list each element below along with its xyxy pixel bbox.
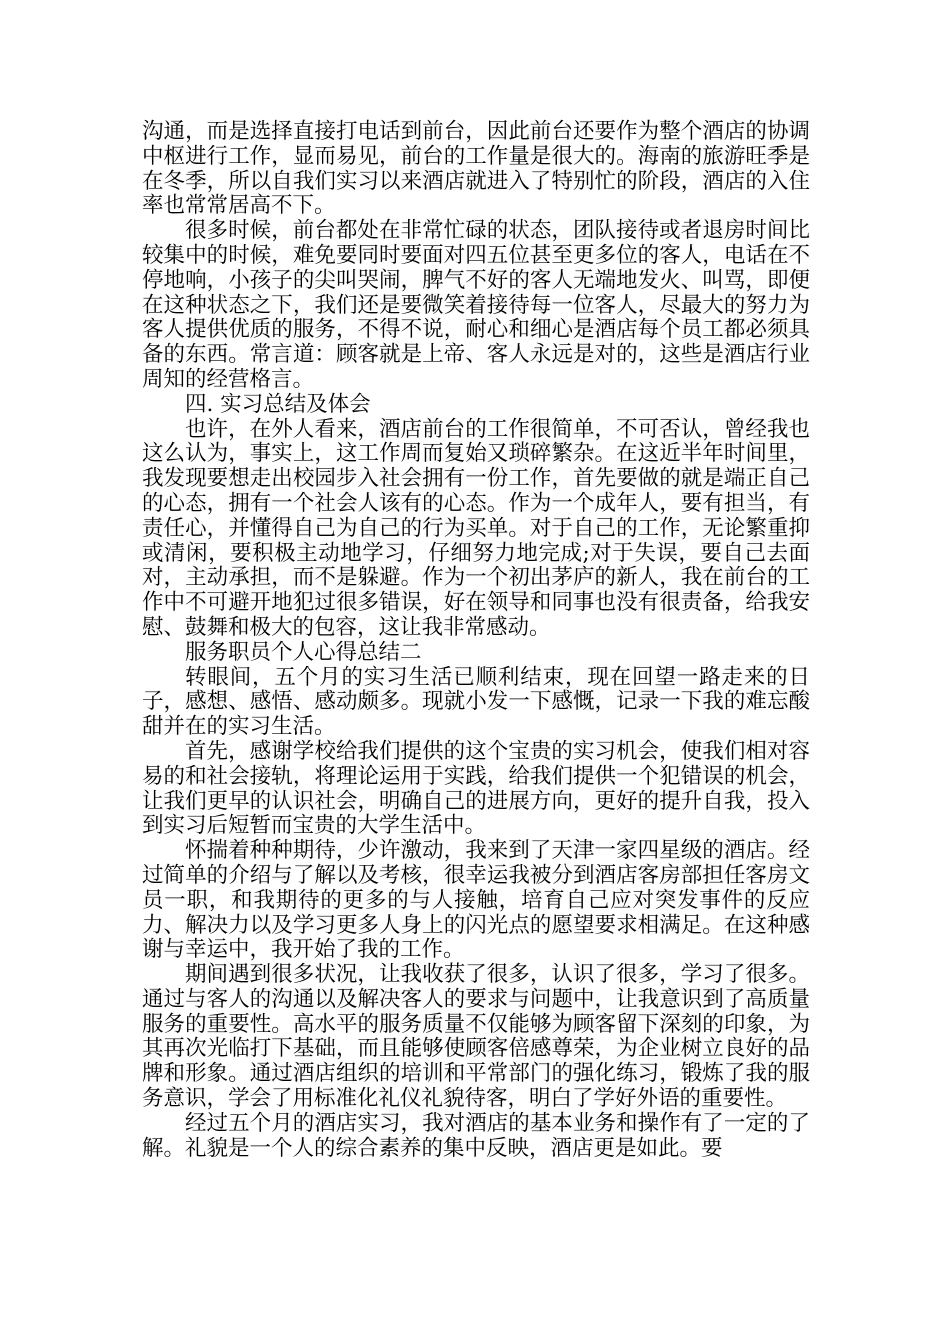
paragraph: 期间遇到很多状况，让我收获了很多，认识了很多，学习了很多。通过与客人的沟通以及解决客人的要求与问题中，让我意识到了高质量服务的重要性。高水平的服务质量不仅能够为顾客留下深刻的印象，为其再次光临打下基础，而且能够使顾客倍感尊荣，为企业树立良好的品牌和形象。通过酒店组织的培训和平常部门的强化练习，锻炼了我的服务意识，学会了用标准化礼仪礼貌待客，明白了学好外语的重要性。 <box>142 962 810 1112</box>
paragraph: 经过五个月的酒店实习，我对酒店的基本业务和操作有了一定的了解。礼貌是一个人的综合素养的集中反映，酒店更是如此。要 <box>142 1110 810 1161</box>
paragraph: 怀揣着种种期待，少许激动，我来到了天津一家四星级的酒店。经过简单的介绍与了解以及考核，很幸运我被分到酒店客房部担任客房文员一职，和我期待的更多的与人接触，培育自己应对突发事件的反应力、解决力以及学习更多人身上的闪光点的愿望要求相满足。在这种感谢与幸运中，我开始了我的工作。 <box>142 838 810 963</box>
paragraph: 也许，在外人看来，酒店前台的工作很简单，不可否认，曾经我也这么认为，事实上，这工作周而复始又琐碎繁杂。在这近半年时间里，我发现要想走出校园步入社会拥有一份工作，首先要做的就是端正自己的心态，拥有一个社会人该有的心态。作为一个成年人，要有担当，有责任心，并懂得自己为自己的行为买单。对于自己的工作，无论繁重抑或清闲，要积极主动地学习，仔细努力地完成;对于失误，要自己去面对，主动承担，而不是躲避。作为一个初出茅庐的新人，我在前台的工作中不可避开地犯过很多错误，好在领导和同事也没有很责备，给我安慰、鼓舞和极大的包容，这让我非常感动。 <box>142 416 810 640</box>
document-body <box>142 120 810 1161</box>
section-heading: 服务职员个人心得总结二 <box>185 639 422 665</box>
paragraph: 很多时候，前台都处在非常忙碌的状态，团队接待或者退房时间比较集中的时候，难免要同时要面对四五位甚至更多位的客人，电话在不停地响，小孩子的尖叫哭闹，脾气不好的客人无端地发火、叫骂，即便在这种状态之下，我们还是要微笑着接待每一位客人，尽最大的努力为客人提供优质的服务，不得不说，耐心和细心是酒店每个员工都必须具备的东西。常言道：顾客就是上帝、客人永远是对的，这些是酒店行业周知的经营格言。 <box>142 218 810 392</box>
paragraph: 沟通，而是选择直接打电话到前台，因此前台还要作为整个酒店的协调中枢进行工作，显而易见，前台的工作量是很大的。海南的旅游旺季是在冬季，所以自我们实习以来酒店就进入了特别忙的阶段，酒店的入住率也常常居高不下。 <box>142 119 810 219</box>
paragraph: 转眼间，五个月的实习生活已顺利结束，现在回望一路走来的日子，感想、感悟、感动颇多。现就小发一下感慨，记录一下我的难忘酸甜并在的实习生活。 <box>142 664 810 740</box>
paragraph: 首先，感谢学校给我们提供的这个宝贵的实习机会，使我们相对容易的和社会接轨，将理论运用于实践，给我们提供一个犯错误的机会，让我们更早的认识社会，明确自己的进展方向，更好的提升自我，投入到实习后短暂而宝贵的大学生活中。 <box>142 738 810 839</box>
section-heading: 四. 实习总结及体会 <box>185 391 371 417</box>
